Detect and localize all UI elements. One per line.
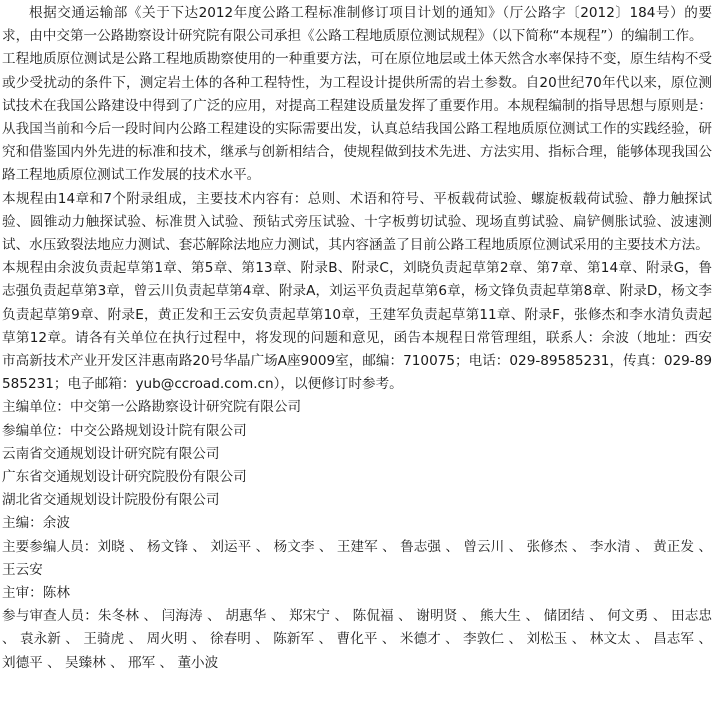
authors-paragraph: 本规程由余波负责起草第1章、第5章、第13章、附录B、附录C，刘晓负责起草第2章、第7章、第14章、附录G，鲁志强负责起草第3章，曾云川负责起草第4章、附录A，刘运平负责起草第6章，杨文锋负责起草第8章、附录D，杨文李负责起草第9章、附录E，黄正发和王云安负责起草第10章，王建军负责起草第11章、附录F，张修杰和李水清负责起草第12章。请各有关单位在执行过程中，将发现的问题和意见，函告本规程日常管理组，联系人：余波（地址：西安市高新技术产业开发区沣惠南路20号华晶广场A座9009室，邮编：710075；电话：029-89585231，传真：029-89585231；电子邮箱：yub@ccroad.com.cn），以便修订时参考。 <box>2 260 712 393</box>
participating-unit: 湖北省交通规划设计院股份有限公司 <box>2 492 220 509</box>
chief-editor: 主编：余波 <box>2 515 70 532</box>
main-participants: 主要参编人员：刘晓 、 杨文锋 、 刘运平 、 杨文李 、 王建军 、 鲁志强 、 曾云川 、 张修杰 、 李水清 、 黄正发 、 王云安 <box>2 538 712 578</box>
reviewers: 参与审查人员：朱冬林 、 闫海涛 、 胡惠华 、 郑宋宁 、 陈侃福 、 谢明贤 、 熊大生 、 储团结 、 何文勇 、 田志忠 、 袁永新 、 王骑虎 、 周火明 、 徐春明 、 陈新军 、 曹化平 、 米德才 、 李敦仁 、 刘松玉 、 林文太 、 昌志军 、 刘德平 、 吴臻林 、 邢军 、 董小波 <box>2 608 712 671</box>
chief-unit: 主编单位：中交第一公路勘察设计研究院有限公司 <box>2 399 302 416</box>
intro-paragraph: 根据交通运输部《关于下达2012年度公路工程标准制修订项目计划的通知》（厅公路字〔2012〕184号）的要求，由中交第一公路勘察设计研究院有限公司承担《公路工程地质原位测试规程》（以下简称“本规程”）的编制工作。 <box>2 5 712 45</box>
purpose-paragraph: 工程地质原位测试是公路工程地质勘察使用的一种重要方法，可在原位地层或土体天然含水率保持不变，原生结构不受或少受扰动的条件下，测定岩土体的各种工程特性，为工程设计提供所需的岩土参数。自20世纪70年代以来，原位测试技术在我国公路建设中得到了广泛的应用，对提高工程建设质量发挥了重要作用。本规程编制的指导思想与原则是：从我国当前和今后一段时间内公路工程建设的实际需要出发，认真总结我国公路工程地质原位测试工作的实践经验，研究和借鉴国内外先进的标准和技术，继承与创新相结合，使规程做到技术先进、方法实用、指标合理，能够体现我国公路工程地质原位测试工作发展的技术水平。 <box>2 51 712 184</box>
contents-paragraph: 本规程由14章和7个附录组成，主要技术内容有：总则、术语和符号、平板载荷试验、螺旋板载荷试验、静力触探试验、圆锥动力触探试验、标准贯入试验、预钻式旁压试验、十字板剪切试验、现场直剪试验、扁铲侧胀试验、波速测试、水压致裂法地应力测试、套芯解除法地应力测试，其内容涵盖了目前公路工程地质原位测试采用的主要技术方法。 <box>2 190 712 254</box>
participating-unit: 参编单位：中交公路规划设计院有限公司 <box>2 422 247 439</box>
participating-unit: 云南省交通规划设计研究院有限公司 <box>2 445 220 462</box>
participating-unit: 广东省交通规划设计研究院股份有限公司 <box>2 469 247 486</box>
chief-reviewer: 主审：陈林 <box>2 585 70 602</box>
